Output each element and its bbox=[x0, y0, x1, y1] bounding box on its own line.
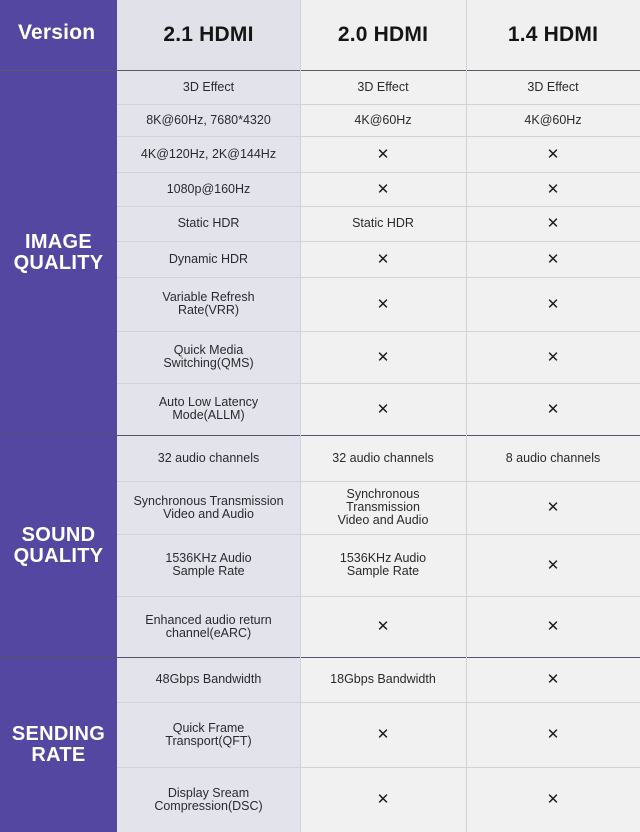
table-cell bbox=[117, 206, 300, 241]
cross-icon: ✕ bbox=[376, 726, 390, 743]
section-1 bbox=[0, 435, 640, 657]
section-label bbox=[14, 525, 104, 567]
column-header-hdmi-2-1: 2.1 HDMI bbox=[117, 0, 300, 70]
cell-text: 32 audio channels bbox=[157, 450, 260, 465]
section-label-block bbox=[0, 71, 117, 435]
table-cell bbox=[466, 71, 640, 104]
table-cell-unsupported bbox=[466, 383, 640, 435]
table-cell bbox=[117, 172, 300, 206]
cross-icon: ✕ bbox=[376, 295, 390, 313]
table-row bbox=[117, 383, 640, 435]
column-header-hdmi-2-0: 2.0 HDMI bbox=[300, 0, 466, 70]
table-row bbox=[117, 767, 640, 832]
table-row bbox=[117, 71, 640, 104]
table-row bbox=[117, 136, 640, 172]
table-row bbox=[117, 596, 640, 657]
row-divider bbox=[117, 136, 640, 137]
table-cell bbox=[117, 383, 300, 435]
table-cell-unsupported bbox=[300, 767, 466, 832]
table-cell bbox=[300, 481, 466, 534]
table-cell-unsupported bbox=[466, 331, 640, 383]
table-cell bbox=[117, 481, 300, 534]
cell-text: 1080p@160Hz bbox=[166, 181, 251, 196]
table-cell bbox=[117, 657, 300, 702]
row-divider bbox=[117, 481, 640, 482]
table-cell bbox=[117, 534, 300, 596]
cell-text: 4K@60Hz bbox=[354, 112, 412, 127]
table-cell-unsupported bbox=[300, 241, 466, 277]
section-2 bbox=[0, 657, 640, 832]
table-cell bbox=[117, 136, 300, 172]
table-row bbox=[117, 172, 640, 206]
table-cell bbox=[117, 104, 300, 136]
table-cell-unsupported bbox=[466, 136, 640, 172]
section-label-line: IMAGE bbox=[24, 231, 93, 253]
table-row bbox=[117, 277, 640, 331]
column-divider bbox=[466, 0, 467, 832]
cell-text: 32 audio channels bbox=[332, 450, 434, 465]
cross-icon: ✕ bbox=[546, 726, 560, 743]
cross-icon: ✕ bbox=[546, 791, 560, 808]
table-cell-unsupported bbox=[300, 702, 466, 767]
cross-icon: ✕ bbox=[376, 250, 390, 268]
table-row bbox=[117, 481, 640, 534]
table-cell bbox=[117, 702, 300, 767]
table-row bbox=[117, 104, 640, 136]
cross-icon: ✕ bbox=[546, 499, 560, 516]
table-cell-unsupported bbox=[300, 136, 466, 172]
table-row bbox=[117, 241, 640, 277]
cross-icon: ✕ bbox=[376, 145, 390, 163]
cross-icon: ✕ bbox=[546, 295, 560, 313]
row-divider bbox=[117, 767, 640, 768]
table-cell-unsupported bbox=[466, 534, 640, 596]
row-divider bbox=[117, 534, 640, 535]
table-cell bbox=[300, 435, 466, 481]
table-row bbox=[117, 435, 640, 481]
cell-text: 48Gbps Bandwidth bbox=[155, 672, 262, 686]
table-cell-unsupported bbox=[466, 481, 640, 534]
cell-text: 3D Effect bbox=[527, 80, 579, 94]
table-header bbox=[0, 0, 640, 71]
table-cell bbox=[117, 241, 300, 277]
cross-icon: ✕ bbox=[546, 145, 560, 163]
table-cell-unsupported bbox=[466, 206, 640, 241]
table-cell-unsupported bbox=[300, 172, 466, 206]
table-cell bbox=[117, 331, 300, 383]
cell-text: 3D Effect bbox=[182, 80, 235, 94]
row-divider bbox=[117, 383, 640, 384]
section-divider bbox=[0, 435, 640, 436]
section-label-line: QUALITY bbox=[13, 252, 104, 274]
cell-text: Quick Media Switching(QMS) bbox=[163, 343, 254, 370]
cell-text: 8K@60Hz, 7680*4320 bbox=[146, 112, 271, 127]
cell-text: 3D Effect bbox=[357, 80, 409, 94]
cell-text: Display Sream Compression(DSC) bbox=[154, 785, 263, 813]
cell-text: Variable Refresh Rate(VRR) bbox=[162, 290, 255, 317]
table-cell-unsupported bbox=[300, 383, 466, 435]
table-cell-unsupported bbox=[466, 657, 640, 702]
table-cell bbox=[300, 71, 466, 104]
column-divider bbox=[300, 0, 301, 832]
table-row bbox=[117, 657, 640, 702]
cross-icon: ✕ bbox=[546, 215, 560, 232]
table-cell-unsupported bbox=[466, 241, 640, 277]
table-cell bbox=[300, 206, 466, 241]
section-label-block bbox=[0, 657, 117, 832]
table-cell bbox=[300, 657, 466, 702]
cell-text: 8 audio channels bbox=[505, 450, 601, 465]
cell-text: 1536KHz Audio Sample Rate bbox=[165, 551, 252, 578]
table-cell bbox=[117, 767, 300, 832]
table-cell-unsupported bbox=[466, 172, 640, 206]
cell-text: Static HDR bbox=[352, 216, 414, 230]
cross-icon: ✕ bbox=[376, 618, 390, 635]
cross-icon: ✕ bbox=[546, 618, 560, 635]
cross-icon: ✕ bbox=[376, 348, 390, 366]
cross-icon: ✕ bbox=[546, 400, 560, 418]
section-label bbox=[14, 232, 104, 274]
cell-text: 18Gbps Bandwidth bbox=[330, 672, 436, 686]
section-label bbox=[12, 724, 105, 766]
table-cell bbox=[117, 596, 300, 657]
table-row bbox=[117, 331, 640, 383]
table-row bbox=[117, 206, 640, 241]
table-cell bbox=[300, 534, 466, 596]
table-cell bbox=[466, 435, 640, 481]
section-divider bbox=[0, 657, 640, 658]
row-divider bbox=[117, 206, 640, 207]
table-cell bbox=[466, 104, 640, 136]
row-divider bbox=[117, 172, 640, 173]
cross-icon: ✕ bbox=[546, 671, 560, 688]
cell-text: 4K@120Hz, 2K@144Hz bbox=[140, 146, 277, 161]
table-cell-unsupported bbox=[466, 767, 640, 832]
table-cell-unsupported bbox=[466, 596, 640, 657]
section-0 bbox=[0, 71, 640, 435]
section-label-block bbox=[0, 435, 117, 657]
table-cell-unsupported bbox=[300, 331, 466, 383]
row-divider bbox=[117, 596, 640, 597]
table-cell-unsupported bbox=[466, 702, 640, 767]
cell-text: Auto Low Latency Mode(ALLM) bbox=[158, 395, 259, 422]
cell-text: Dynamic HDR bbox=[168, 251, 249, 266]
row-divider bbox=[117, 241, 640, 242]
row-divider bbox=[117, 277, 640, 278]
table-cell bbox=[117, 71, 300, 104]
cell-text: Quick Frame Transport(QFT) bbox=[165, 720, 252, 748]
row-divider bbox=[117, 104, 640, 105]
table-cell-unsupported bbox=[300, 596, 466, 657]
cross-icon: ✕ bbox=[376, 180, 390, 198]
cross-icon: ✕ bbox=[376, 400, 390, 418]
table-cell bbox=[300, 104, 466, 136]
section-label-line: RATE bbox=[31, 743, 86, 766]
version-header: Version bbox=[0, 0, 117, 70]
row-divider bbox=[117, 331, 640, 332]
row-divider bbox=[117, 702, 640, 703]
cell-text: 4K@60Hz bbox=[524, 112, 582, 127]
cell-text: Enhanced audio return channel(eARC) bbox=[145, 612, 272, 640]
table-cell-unsupported bbox=[300, 277, 466, 331]
section-label-line: SENDING bbox=[11, 722, 106, 745]
section-label-line: SOUND bbox=[21, 524, 96, 546]
cross-icon: ✕ bbox=[546, 556, 560, 574]
cell-text: 1536KHz Audio Sample Rate bbox=[339, 551, 427, 578]
table-cell bbox=[117, 277, 300, 331]
section-label-line: QUALITY bbox=[13, 545, 104, 567]
cross-icon: ✕ bbox=[546, 348, 560, 366]
cell-text: Static HDR bbox=[177, 216, 240, 230]
cross-icon: ✕ bbox=[546, 180, 560, 198]
table-row bbox=[117, 702, 640, 767]
table-cell bbox=[117, 435, 300, 481]
cross-icon: ✕ bbox=[376, 791, 390, 808]
table-cell-unsupported bbox=[466, 277, 640, 331]
column-header-hdmi-1-4: 1.4 HDMI bbox=[466, 0, 640, 70]
table-row bbox=[117, 534, 640, 596]
cell-text: Synchronous Transmission Video and Audio bbox=[133, 493, 284, 521]
cross-icon: ✕ bbox=[546, 250, 560, 268]
cell-text: Synchronous Transmission Video and Audio bbox=[337, 487, 429, 527]
